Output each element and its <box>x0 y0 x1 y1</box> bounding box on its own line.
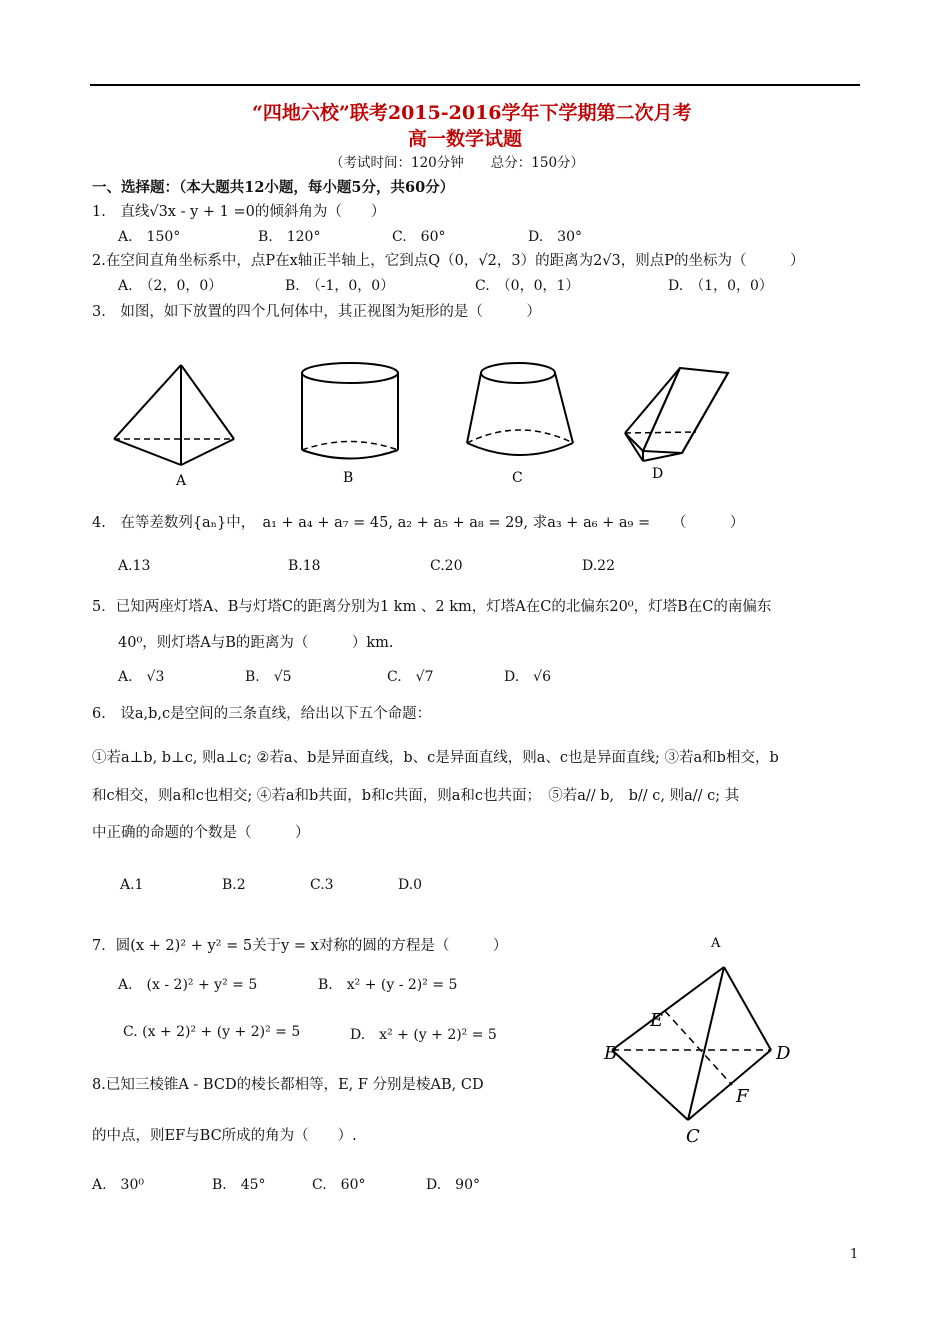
question-1: 1. 直线√3x - y + 1 =0的倾斜角为（ ） <box>92 204 386 220</box>
vertex-label-d: D <box>776 1043 791 1064</box>
cylinder-figure <box>302 363 398 459</box>
question-7: 7．圆(x + 2)² + y² = 5关于y = x对称的圆的方程是（ ） <box>92 938 508 954</box>
q7-option-d: D. x² + (y + 2)² = 5 <box>350 1027 497 1043</box>
q4-option-c: C.20 <box>430 558 463 574</box>
q6-option-a: A.1 <box>120 877 144 893</box>
q1-option-d: D. 30° <box>528 229 582 245</box>
pyramid-figure <box>114 365 234 465</box>
tetrahedron-figure <box>590 925 810 1155</box>
q2-option-d: D. （1，0，0） <box>668 278 773 294</box>
vertex-label-b: B <box>604 1043 618 1064</box>
q5-option-a: A. √3 <box>118 669 165 685</box>
frustum-figure <box>467 363 573 455</box>
q3-solids-figure <box>100 355 740 490</box>
q2-option-b: B. （-1，0，0） <box>285 278 395 294</box>
question-8-line2: 的中点，则EF与BC所成的角为（ ）. <box>92 1128 357 1144</box>
q8-option-d: D. 90° <box>426 1177 480 1193</box>
prism-figure <box>625 368 728 461</box>
q8-option-c: C. 60° <box>312 1177 366 1193</box>
question-5-line1: 5．已知两座灯塔A、B与灯塔C的距离分别为1 km 、2 km，灯塔A在C的北偏东20⁰，灯塔B在C的南偏东 <box>92 599 772 615</box>
q8-option-a: A. 30⁰ <box>92 1177 144 1193</box>
q6-option-b: B.2 <box>222 877 246 893</box>
q6-option-d: D.0 <box>398 877 423 893</box>
top-rule <box>90 84 860 86</box>
question-3: 3. 如图，如下放置的四个几何体中，其正视图为矩形的是（ ） <box>92 304 541 320</box>
q5-option-c: C. √7 <box>387 669 434 685</box>
title-line1: “四地六校”联考2015-2016学年下学期第二次月考 <box>252 102 692 124</box>
q2-option-a: A. （2，0，0） <box>118 278 223 294</box>
q2-option-c: C. （0，0，1） <box>475 278 580 294</box>
question-6-line2: 和c相交，则a和c也相交; ④若a和b共面，b和c共面，则a和c也共面； ⑤若a// b, b// c, 则a// c; 其 <box>92 788 740 804</box>
q5-option-d: D. √6 <box>504 669 552 685</box>
vertex-label-e: E <box>650 1010 664 1031</box>
figure-label-a: A <box>176 473 187 489</box>
question-5-line2: 40⁰，则灯塔A与B的距离为（ ）km. <box>118 635 394 651</box>
vertex-label-f: F <box>736 1086 749 1107</box>
q1-option-b: B. 120° <box>258 229 321 245</box>
q1-option-c: C. 60° <box>392 229 446 245</box>
q4-option-b: B.18 <box>288 558 321 574</box>
question-6: 6. 设a,b,c是空间的三条直线，给出以下五个命题： <box>92 706 432 722</box>
q8-option-b: B. 45° <box>212 1177 266 1193</box>
question-6-line3: 中正确的命题的个数是（ ） <box>92 825 310 841</box>
figure-label-b: B <box>343 470 354 486</box>
question-4: 4. 在等差数列{aₙ}中， a₁ + a₄ + a₇ = 45, a₂ + a₅ + a₈ = 29, 求a₃ + a₆ + a₉ = （ ） <box>92 515 745 531</box>
q5-option-b: B. √5 <box>245 669 292 685</box>
q7-option-c: C. (x + 2)² + (y + 2)² = 5 <box>123 1024 301 1040</box>
figure-label-c: C <box>512 470 523 486</box>
q1-option-a: A. 150° <box>118 229 181 245</box>
q4-option-d: D.22 <box>582 558 615 574</box>
vertex-label-a: A <box>711 936 721 951</box>
q7-option-a: A. (x - 2)² + y² = 5 <box>118 977 258 993</box>
q4-option-a: A.13 <box>118 558 151 574</box>
q6-option-c: C.3 <box>310 877 334 893</box>
section-heading: 一、选择题：（本大题共12小题，每小题5分，共60分） <box>92 179 455 196</box>
page-number: 1 <box>850 1247 859 1262</box>
figure-label-d: D <box>652 466 664 482</box>
title-line2: 高一数学试题 <box>408 128 523 150</box>
question-8-line1: 8.已知三棱锥A - BCD的棱长都相等，E, F 分别是棱AB, CD <box>92 1077 484 1093</box>
question-2: 2.在空间直角坐标系中，点P在x轴正半轴上，它到点Q（0，√2，3）的距离为2√3，则点P的坐标为（ ） <box>92 253 805 269</box>
vertex-label-c: C <box>686 1126 700 1147</box>
question-6-line1: ①若a⊥b, b⊥c, 则a⊥c; ②若a、b是异面直线，b、c是异面直线，则a、c也是异面直线; ③若a和b相交，b <box>92 750 779 766</box>
exam-info: （考试时间：120分钟 总分：150分） <box>330 155 585 171</box>
q7-option-b: B. x² + (y - 2)² = 5 <box>318 977 458 993</box>
